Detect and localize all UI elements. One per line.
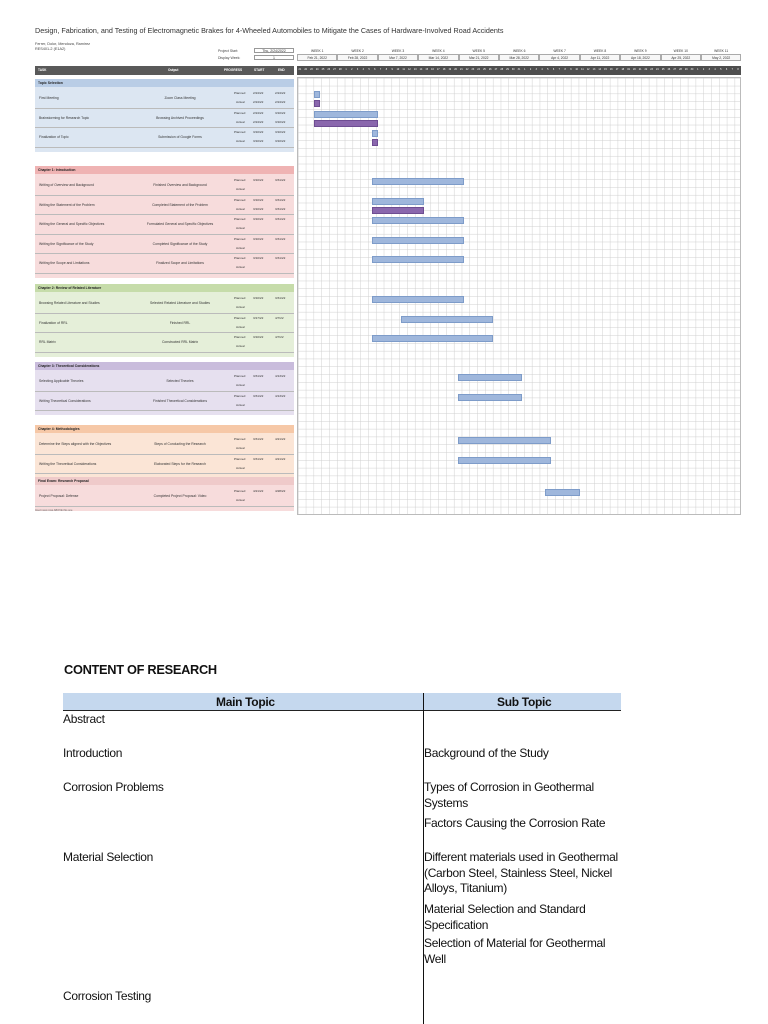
planned-start: 3/10/22 xyxy=(253,130,264,134)
gantt-section xyxy=(35,477,294,511)
planned-label: Planned xyxy=(234,130,246,134)
planned-bar xyxy=(458,437,550,444)
task-output: Steps of Conducting the Research xyxy=(154,442,206,446)
task-name: First Meeting xyxy=(39,96,59,100)
planned-end: 3/31/22 xyxy=(275,178,286,182)
planned-bar xyxy=(372,217,464,224)
day-number: 16 xyxy=(609,68,613,71)
day-number: 22 xyxy=(465,68,469,71)
day-number: 26 xyxy=(327,68,331,71)
planned-start: 4/21/22 xyxy=(253,489,264,493)
sub-topic: Selection of Material for Geothermal Well xyxy=(424,936,606,966)
task-row xyxy=(35,128,294,148)
task-output: Zoom Class Meeting xyxy=(164,96,196,100)
day-number: 30 xyxy=(690,68,694,71)
planned-end: 2/24/22 xyxy=(275,91,286,95)
task-output: Finalized Scope and Limitations xyxy=(156,261,204,265)
week-label: WEEK 5 xyxy=(472,49,486,53)
week-label: WEEK 6 xyxy=(512,49,526,53)
sub-topic: Material Selection and Standard Specification xyxy=(424,902,586,932)
task-output: Formulated General and Specific Objectives xyxy=(146,222,214,226)
task-output: Completed Project Proposal: Video xyxy=(153,494,207,498)
col-progress: PROGRESS xyxy=(224,68,243,72)
day-number: 28 xyxy=(500,68,504,71)
day-number: 3 xyxy=(535,68,537,71)
day-number: 30 xyxy=(511,68,515,71)
task-name: Selecting Applicable Theories xyxy=(39,379,84,383)
day-number: 26 xyxy=(488,68,492,71)
day-number: 14 xyxy=(419,68,423,71)
planned-end: 3/31/22 xyxy=(275,296,286,300)
day-number: 4 xyxy=(541,68,543,71)
week-date: Apr 25, 2022 xyxy=(661,54,701,61)
day-number: 24 xyxy=(477,68,480,71)
day-number: 6 xyxy=(552,68,555,71)
task-output: Completed Statement of the Problem xyxy=(152,202,208,207)
day-number: 11 xyxy=(402,68,405,71)
actual-label: Actual xyxy=(236,465,245,470)
planned-bar xyxy=(372,296,464,303)
week-label: WEEK 10 xyxy=(673,49,688,53)
planned-start: 2/24/22 xyxy=(253,110,264,115)
planned-start: 2/24/22 xyxy=(253,91,264,95)
task-row xyxy=(35,235,294,255)
task-row xyxy=(35,294,294,314)
task-output: Finished Theoretical Considerations xyxy=(152,398,208,403)
task-row xyxy=(35,314,294,334)
planned-start: 3/10/22 xyxy=(253,236,264,241)
day-number: 2 xyxy=(351,68,353,71)
actual-label: Actual xyxy=(236,226,245,230)
task-name: Finalization of Topic xyxy=(39,135,69,139)
planned-end: 4/13/22 xyxy=(275,393,286,398)
gantt-section xyxy=(35,166,294,278)
content-title: CONTENT OF RESEARCH xyxy=(64,662,217,677)
day-number: 10 xyxy=(575,68,578,71)
task-name: Writing Theoretical Considerations xyxy=(39,398,91,403)
task-output: Completed Significance of the Study xyxy=(152,241,208,246)
task-output: Elaborated Steps for the Research xyxy=(153,461,207,466)
planned-start: 3/10/22 xyxy=(253,256,264,260)
day-number: 9 xyxy=(570,68,572,71)
task-row xyxy=(35,392,294,412)
planned-start: 3/31/22 xyxy=(253,456,264,461)
task-output: Finished Overview and Background xyxy=(153,183,207,187)
planned-label: Planned xyxy=(234,335,246,339)
project-start-field[interactable]: Thu, 2/24/2022 xyxy=(254,48,294,53)
planned-bar xyxy=(372,237,464,244)
author-names: Ferrer, Dolor, Mendoza, Ramirez xyxy=(35,42,91,46)
planned-end: 4/28/22 xyxy=(275,489,286,493)
planned-bar xyxy=(372,335,493,342)
day-number: 8 xyxy=(737,68,739,71)
task-output: Constructed RRL Matrix xyxy=(161,340,199,344)
gantt-section xyxy=(35,425,294,478)
actual-label: Actual xyxy=(236,344,245,348)
sub-topic: Different materials used in Geothermal (Carbon Steel, Stainless Steel, Nickel Alloys, Titanium) xyxy=(424,850,618,895)
planned-label: Planned xyxy=(234,437,246,441)
planned-bar xyxy=(372,256,464,263)
actual-label: Actual xyxy=(236,265,245,269)
actual-bar xyxy=(372,139,378,146)
week-label: WEEK 8 xyxy=(593,49,607,53)
task-name: Brainstorming for Research Topic xyxy=(39,115,90,120)
week-label: WEEK 11 xyxy=(714,49,729,53)
day-number: 25 xyxy=(661,68,665,71)
week-label: WEEK 2 xyxy=(351,49,364,53)
section-title: Final Exam: Research Proposal xyxy=(35,477,294,485)
task-row xyxy=(35,109,294,129)
day-number: 27 xyxy=(333,68,336,71)
task-output: Finished RRL xyxy=(169,320,191,325)
week-label: WEEK 3 xyxy=(391,49,405,53)
planned-end: 3/31/22 xyxy=(275,217,286,221)
planned-label: Planned xyxy=(234,489,246,493)
planned-end: 3/31/22 xyxy=(275,197,286,202)
task-row xyxy=(35,196,294,216)
planned-start: 3/10/22 xyxy=(253,217,264,221)
day-number: 17 xyxy=(436,68,440,71)
task-row xyxy=(35,435,294,455)
actual-start: 3/10/22 xyxy=(253,206,264,211)
day-number: 20 xyxy=(454,68,457,71)
day-number: 28 xyxy=(338,68,342,71)
main-topic: Corrosion Problems xyxy=(63,780,164,794)
planned-label: Planned xyxy=(234,296,246,300)
task-output: Selected Related Literature and Studies xyxy=(150,301,210,305)
planned-label: Planned xyxy=(234,178,246,182)
day-number: 21 xyxy=(460,68,463,71)
planned-label: Planned xyxy=(234,236,246,241)
planned-label: Planned xyxy=(234,217,246,221)
task-name: Browsing Related Literature and Studies xyxy=(39,301,100,305)
task-name: Finalization of RRL xyxy=(39,320,68,325)
day-number: 22 xyxy=(304,68,307,71)
actual-bar xyxy=(314,100,320,107)
task-name: Determine the Steps aligned with the Objectives xyxy=(39,442,112,446)
day-number: 24 xyxy=(315,68,319,71)
actual-label: Actual xyxy=(236,119,245,124)
task-row xyxy=(35,487,294,507)
week-date: Mar 21, 2022 xyxy=(459,54,499,61)
day-number: 15 xyxy=(604,68,607,71)
section-title: Chapter 3: Theoretical Considerations xyxy=(35,362,294,370)
day-number: 17 xyxy=(615,68,619,71)
day-number: 5 xyxy=(368,68,370,71)
task-name: Writing of Overview and Background xyxy=(39,183,94,187)
actual-start: 2/24/22 xyxy=(253,100,264,104)
day-number: 6 xyxy=(374,68,376,71)
planned-start: 3/10/22 xyxy=(253,197,264,202)
week-label: WEEK 1 xyxy=(310,49,324,53)
week-date: Mar 28, 2022 xyxy=(499,54,539,61)
gantt-grid xyxy=(297,77,741,515)
task-name: Writing the Significance of the Study xyxy=(39,241,94,246)
sub-topic: Factors Causing the Corrosion Rate xyxy=(424,816,606,830)
week-date: May 2, 2022 xyxy=(701,54,741,61)
gantt-section xyxy=(35,79,294,152)
section-code: RES401-2 (E1A2) xyxy=(35,47,66,51)
week-date: Mar 14, 2022 xyxy=(418,54,458,61)
actual-start: 2/24/22 xyxy=(253,119,264,124)
day-number: 2 xyxy=(702,68,705,71)
planned-bar xyxy=(458,457,550,464)
actual-label: Actual xyxy=(236,139,245,143)
day-number: 27 xyxy=(673,68,677,71)
week-date: Apr 18, 2022 xyxy=(620,54,660,61)
day-number: 16 xyxy=(431,68,434,71)
planned-end: 3/31/22 xyxy=(275,236,286,241)
day-number: 9 xyxy=(391,68,393,71)
task-output: Browsing Archived Proceedings xyxy=(156,115,204,120)
actual-label: Actual xyxy=(236,187,245,191)
planned-label: Planned xyxy=(234,456,246,461)
planned-label: Planned xyxy=(234,393,246,398)
task-row xyxy=(35,254,294,274)
gantt-footnote: Insert new rows ABOVE this one xyxy=(35,509,73,512)
day-number: 29 xyxy=(506,68,509,71)
day-number: 6 xyxy=(725,68,728,71)
actual-end: 2/24/22 xyxy=(275,100,286,104)
day-number: 12 xyxy=(408,68,411,71)
day-number: 3 xyxy=(356,68,359,71)
actual-label: Actual xyxy=(236,498,245,502)
task-name: Project Proposal: Defense xyxy=(39,494,79,498)
task-name: Writing the Statement of the Problem xyxy=(39,202,95,207)
planned-bar xyxy=(458,374,521,381)
gantt-title: Design, Fabrication, and Testing of Electromagnetic Brakes for 4-Wheeled Automobiles to Mitigate the Cases of Hardware-Involved Road Accidents xyxy=(35,26,504,35)
planned-end: 4/21/22 xyxy=(275,456,286,461)
day-number: 13 xyxy=(592,68,596,71)
day-number: 18 xyxy=(621,68,625,71)
authors xyxy=(35,42,90,52)
task-row xyxy=(35,176,294,196)
actual-label: Actual xyxy=(236,324,245,329)
day-number: 23 xyxy=(471,68,475,71)
gantt-section xyxy=(35,284,294,357)
day-number: 28 xyxy=(679,68,682,71)
day-number: 11 xyxy=(581,68,584,71)
actual-end: 3/10/22 xyxy=(275,139,286,143)
day-number: 4 xyxy=(714,68,716,71)
planned-bar xyxy=(458,394,521,401)
day-number: 1 xyxy=(697,68,699,71)
day-number: 10 xyxy=(396,68,400,71)
planned-bar xyxy=(314,91,320,98)
week-date: Feb 28, 2022 xyxy=(337,54,377,61)
header-main-topic: Main Topic xyxy=(216,695,275,709)
planned-end: 3/31/22 xyxy=(275,256,286,260)
planned-start: 3/10/22 xyxy=(253,296,264,300)
day-number: 27 xyxy=(494,68,498,71)
planned-label: Planned xyxy=(234,374,246,378)
header-sub-topic: Sub Topic xyxy=(497,695,552,709)
planned-end: 4/13/22 xyxy=(275,374,286,378)
day-number: 3 xyxy=(708,68,710,71)
actual-end: 3/31/22 xyxy=(275,206,286,211)
day-number: 7 xyxy=(558,68,561,71)
col-output: Output xyxy=(168,68,179,72)
planned-start: 3/10/22 xyxy=(253,335,264,339)
planned-bar xyxy=(314,111,377,118)
planned-start: 3/31/22 xyxy=(253,374,264,378)
day-number: 22 xyxy=(644,68,648,71)
actual-bar xyxy=(314,120,377,127)
col-end: END xyxy=(278,68,285,72)
day-number: 20 xyxy=(632,68,636,71)
task-output: Submission of Google Forms xyxy=(158,135,202,139)
day-number: 23 xyxy=(310,68,313,71)
planned-label: Planned xyxy=(234,256,246,260)
planned-end: 3/10/22 xyxy=(275,130,286,134)
actual-end: 3/10/22 xyxy=(275,119,286,124)
task-name: Writing the Theoretical Considerations xyxy=(39,461,97,466)
day-number: 15 xyxy=(425,68,429,71)
day-number: 5 xyxy=(720,68,722,71)
day-number: 19 xyxy=(627,68,630,71)
planned-end: 4/7/22 xyxy=(275,315,284,320)
planned-bar xyxy=(372,130,378,137)
day-number: 25 xyxy=(483,68,486,71)
week-date: Apr 11, 2022 xyxy=(580,54,620,61)
task-name: Writing the Scope and Limitations xyxy=(39,261,90,265)
actual-label: Actual xyxy=(236,446,245,450)
col-start: START xyxy=(254,68,265,72)
day-number: 7 xyxy=(731,68,733,71)
task-row xyxy=(35,455,294,475)
main-topic: Introduction xyxy=(63,746,123,760)
day-number: 8 xyxy=(564,68,566,71)
task-row xyxy=(35,89,294,109)
day-number: 24 xyxy=(656,68,659,71)
day-number: 21 xyxy=(638,68,642,71)
planned-start: 3/10/22 xyxy=(253,178,264,182)
sub-topic: Types of Corrosion in Geothermal Systems xyxy=(424,780,594,810)
day-number: 4 xyxy=(362,68,364,71)
planned-label: Planned xyxy=(234,110,246,115)
day-number: 23 xyxy=(650,68,653,71)
actual-start: 3/10/22 xyxy=(253,139,264,143)
sub-topic: Background of the Study xyxy=(424,746,549,760)
day-number: 29 xyxy=(684,68,688,71)
planned-end: 4/21/22 xyxy=(275,437,286,441)
planned-start: 3/31/22 xyxy=(253,437,264,441)
project-start-label: Project Start: xyxy=(218,49,239,53)
week-label: WEEK 9 xyxy=(634,49,647,53)
main-topic: Material Selection xyxy=(63,850,153,864)
day-number: 12 xyxy=(586,68,590,71)
planned-label: Planned xyxy=(234,315,246,320)
day-number: 26 xyxy=(667,68,671,71)
week-date: Apr 4, 2022 xyxy=(539,54,579,61)
task-row xyxy=(35,333,294,353)
planned-label: Planned xyxy=(234,91,246,95)
day-number: 1 xyxy=(524,68,526,71)
section-title: Topic Selection xyxy=(35,79,294,87)
section-title: Chapter 1: Introduction xyxy=(35,166,294,174)
main-topic: Corrosion Testing xyxy=(63,989,152,1003)
week-date: Feb 21, 2022 xyxy=(297,54,337,61)
planned-label: Planned xyxy=(234,197,246,202)
day-number: 31 xyxy=(517,68,521,71)
planned-bar xyxy=(372,178,464,185)
day-number: 14 xyxy=(598,68,602,71)
day-number: 2 xyxy=(529,68,532,71)
task-name: Writing the General and Specific Objectives xyxy=(39,222,105,226)
section-title: Chapter 2: Review of Related Literature xyxy=(35,284,294,292)
day-number: 7 xyxy=(379,68,382,71)
day-number: 5 xyxy=(547,68,549,71)
actual-label: Actual xyxy=(236,383,245,387)
actual-bar xyxy=(372,207,424,214)
day-number: 25 xyxy=(321,68,325,71)
actual-label: Actual xyxy=(236,245,245,250)
planned-start: 3/17/22 xyxy=(253,315,264,320)
main-topic: Abstract xyxy=(63,712,105,726)
gantt-section xyxy=(35,362,294,415)
display-week-label: Display Week: xyxy=(218,56,241,60)
day-number: 8 xyxy=(385,68,388,71)
day-number: 1 xyxy=(345,68,347,71)
planned-start: 3/31/22 xyxy=(253,393,264,398)
actual-label: Actual xyxy=(236,305,245,309)
planned-bar xyxy=(401,316,493,323)
week-label: WEEK 7 xyxy=(553,49,566,53)
actual-label: Actual xyxy=(236,100,245,104)
planned-end: 3/10/22 xyxy=(275,110,286,115)
planned-bar xyxy=(545,489,580,496)
day-number: 19 xyxy=(448,68,452,71)
planned-end: 4/7/22 xyxy=(275,335,284,339)
col-task: TASK xyxy=(38,68,47,72)
task-row xyxy=(35,215,294,235)
actual-label: Actual xyxy=(236,402,245,407)
week-label: WEEK 4 xyxy=(432,49,445,53)
section-title: Chapter 4: Methodologies xyxy=(35,425,294,433)
week-date: Mar 7, 2022 xyxy=(378,54,418,61)
display-week-field[interactable]: 1 xyxy=(254,55,294,60)
task-output: Selected Theories xyxy=(166,379,194,383)
day-number: 18 xyxy=(442,68,446,71)
actual-label: Actual xyxy=(236,206,245,211)
day-number: 13 xyxy=(413,68,417,71)
task-name: RRL Matrix xyxy=(39,340,56,344)
day-number: 21 xyxy=(298,68,302,71)
task-row xyxy=(35,372,294,392)
planned-bar xyxy=(372,198,424,205)
